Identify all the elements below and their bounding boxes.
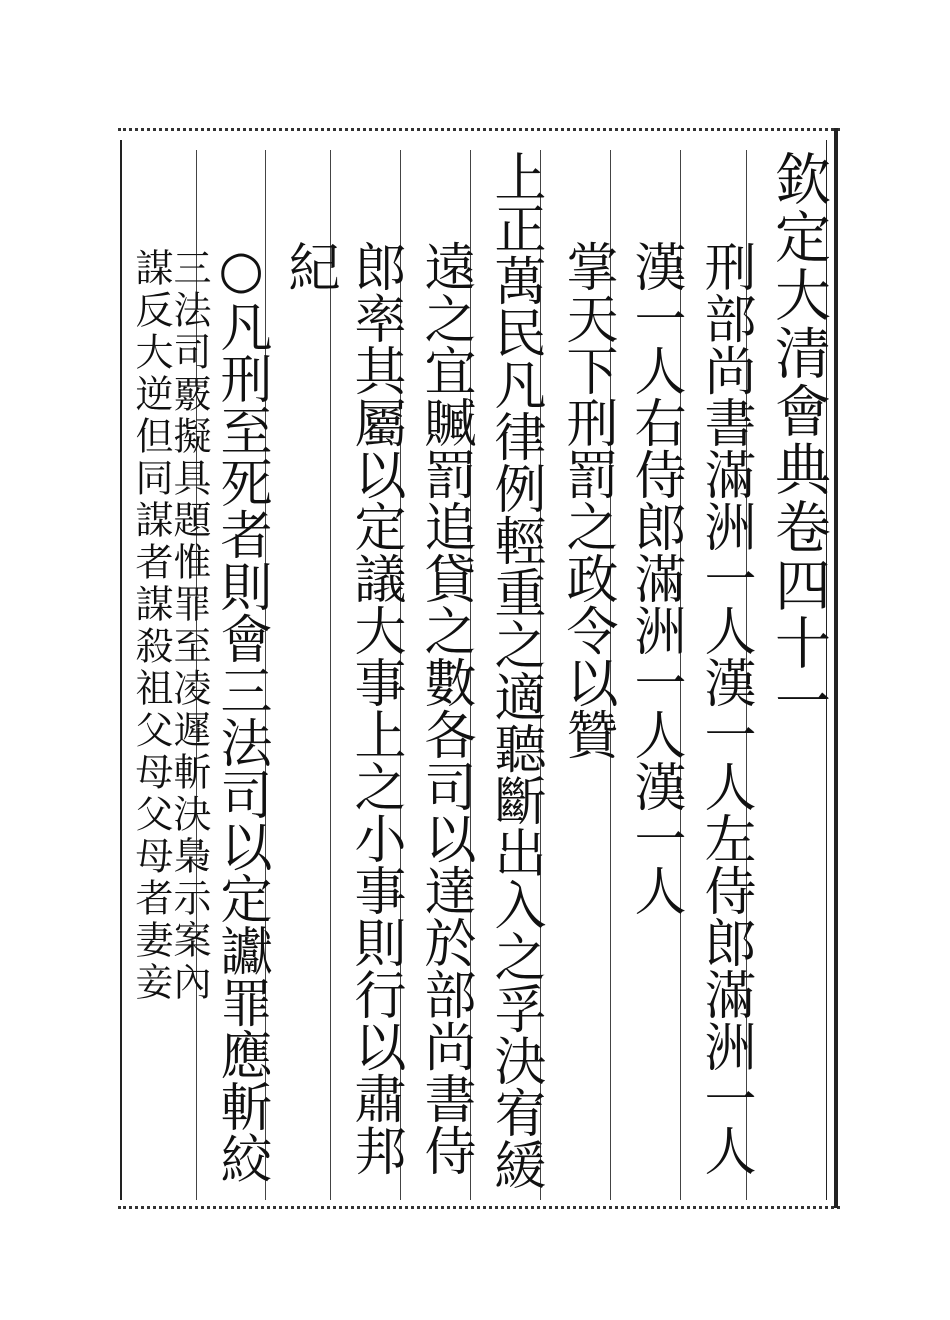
text-column-7: 紀	[279, 240, 339, 292]
frame-top-border	[118, 128, 840, 131]
text-column-2: 漢一人右侍郎滿洲一人漢一人	[625, 240, 685, 916]
text-column-3: 掌天下刑罰之政令以贊	[557, 240, 617, 760]
text-column-10: 謀反大逆但同謀者謀殺祖父母父母者妻妾	[129, 248, 173, 1004]
text-column-9: 三法司覈擬具題惟罪至凌遲斬決梟示案內	[167, 248, 211, 1004]
text-column-4: 上正萬民凡律例輕重之適聽斷出入之孚決宥緩	[485, 150, 545, 1190]
frame-left-border	[120, 140, 122, 1200]
column-divider	[330, 150, 331, 1200]
text-column-1: 刑部尚書滿洲一人漢一人左侍郎滿洲一人	[695, 240, 755, 1176]
frame-bottom-border	[118, 1206, 840, 1209]
book-title: 欽定大清會典卷四十一	[766, 150, 831, 730]
text-column-5: 遠之宜贓罰追貸之數各司以達於部尚書侍	[415, 240, 475, 1176]
text-column-6: 郎率其屬以定議大事上之小事則行以肅邦	[345, 240, 405, 1176]
text-column-8: ○凡刑至死者則會三法司以定讞罪應斬絞	[211, 240, 271, 1184]
